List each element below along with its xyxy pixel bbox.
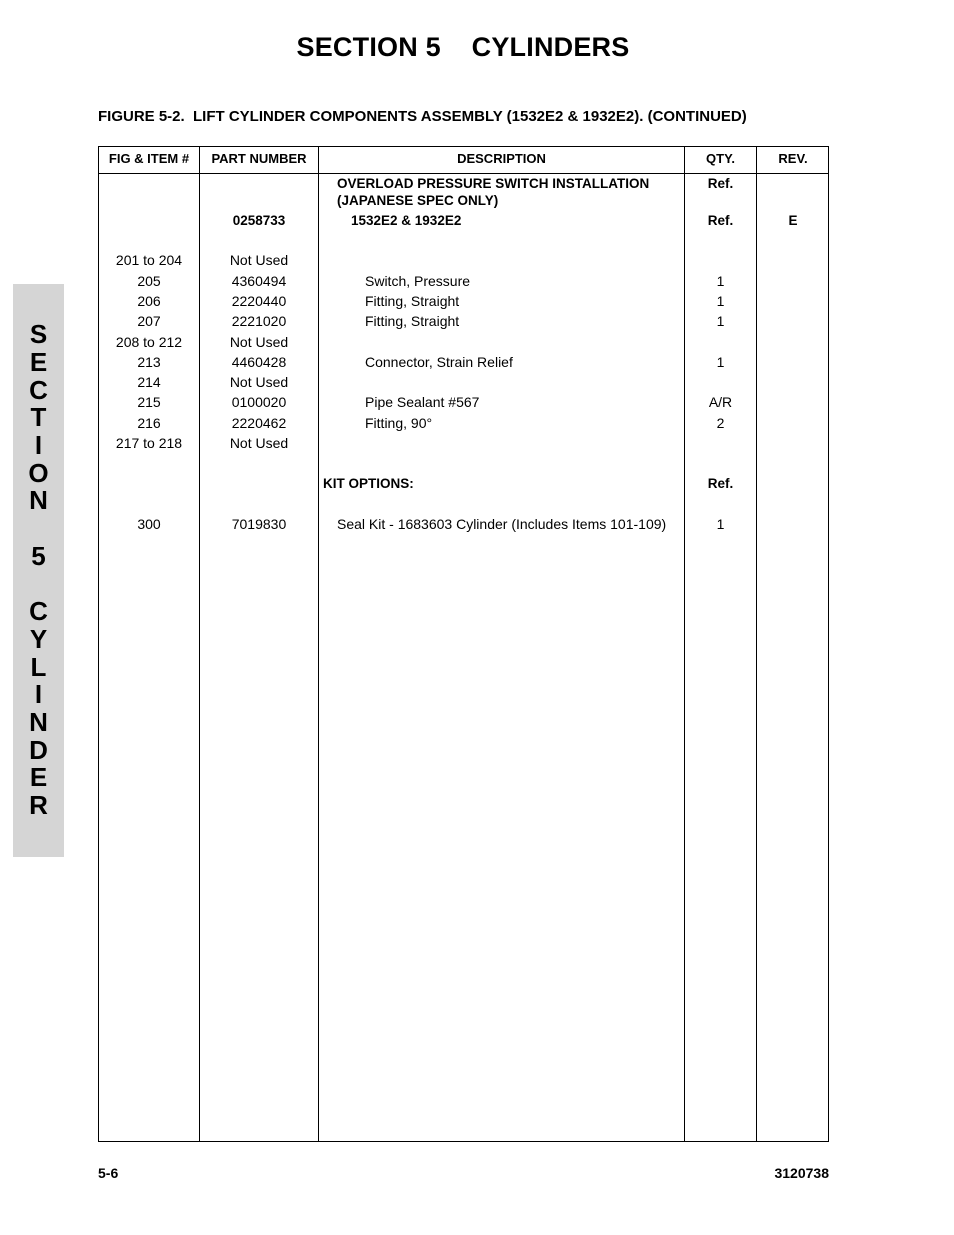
cell-fig-item: 213 (137, 354, 161, 370)
cell-part-number: Not Used (229, 435, 289, 451)
column-divider (756, 147, 757, 1141)
side-tab-letter: L (30, 651, 47, 682)
side-tab-letter: 5 (31, 540, 46, 571)
cell-fig-item: 216 (137, 415, 161, 431)
side-tab-letter: Y (29, 623, 48, 654)
cell-description: Fitting, 90° (365, 415, 433, 431)
cell-fig-item: 215 (137, 394, 161, 410)
side-tab-letter: E (29, 347, 48, 377)
cell-qty: A/R (708, 394, 733, 410)
cell-description: KIT OPTIONS: (323, 476, 414, 491)
cell-part-number: Not Used (229, 252, 289, 268)
side-tab-letter: S (29, 319, 48, 350)
cell-fig-item: 201 to 204 (115, 252, 183, 268)
cell-description: Connector, Strain Relief (365, 354, 513, 370)
cell-qty: 1 (716, 313, 725, 329)
cell-qty: Ref. (707, 476, 734, 491)
cell-description: Pipe Sealant #567 (365, 394, 480, 410)
figure-title: FIGURE 5-2. LIFT CYLINDER COMPONENTS ASSEMBLY (1532E2 & 1932E2). (CONTINUED) (98, 108, 747, 125)
cell-qty: 1 (716, 516, 725, 532)
side-tab-letter: I (34, 679, 43, 710)
cell-qty: 1 (716, 354, 725, 370)
cell-part-number: 7019830 (231, 516, 287, 532)
side-tab-letter: C (29, 596, 48, 627)
column-header-fig-item: FIG & ITEM # (108, 151, 190, 166)
cell-part-number: Not Used (229, 334, 289, 350)
cell-description-line2: (JAPANESE SPEC ONLY) (337, 193, 499, 208)
parts-table (98, 146, 829, 1142)
side-tab-letter: N (29, 706, 48, 737)
side-tab-letter (13, 571, 64, 599)
cell-qty: 1 (716, 293, 725, 309)
cell-part-number: Not Used (229, 374, 289, 390)
cell-rev: E (788, 213, 798, 228)
cell-fig-item: 214 (137, 374, 161, 390)
cell-fig-item: 300 (137, 516, 161, 532)
cell-description: Fitting, Straight (365, 293, 460, 309)
section-side-tab (13, 284, 64, 857)
header-divider (99, 173, 828, 174)
cell-fig-item: 206 (137, 293, 161, 309)
cell-part-number: 2220440 (231, 293, 287, 309)
cell-part-number: 0100020 (231, 394, 287, 410)
side-tab-letter: C (29, 374, 48, 405)
side-tab-letter: O (28, 457, 49, 488)
cell-fig-item: 207 (137, 313, 161, 329)
side-tab-letter: T (30, 402, 47, 433)
cell-qty: Ref. (707, 213, 734, 228)
cell-fig-item: 208 to 212 (115, 334, 183, 350)
cell-qty: 2 (716, 415, 725, 431)
column-header-rev: REV. (778, 151, 808, 166)
document-number: 3120738 (774, 1165, 829, 1181)
column-header-part-number: PART NUMBER (211, 151, 307, 166)
cell-description: Switch, Pressure (365, 273, 471, 289)
side-tab-letter: N (29, 485, 48, 516)
cell-description: Seal Kit - 1683603 Cylinder (Includes Items 101-109) (337, 516, 667, 532)
cell-part-number: 0258733 (232, 213, 286, 228)
column-header-qty: QTY. (706, 151, 735, 166)
side-tab-letter: E (29, 762, 48, 793)
side-tab-letter: R (29, 790, 48, 820)
cell-part-number: 2221020 (231, 313, 287, 329)
section-title: SECTION 5 CYLINDERS (296, 32, 630, 62)
side-tab-letter: D (29, 734, 48, 765)
page-number: 5-6 (98, 1165, 119, 1181)
side-tab-letter: I (34, 430, 43, 461)
cell-fig-item: 217 to 218 (115, 435, 183, 451)
column-header-description: DESCRIPTION (457, 151, 546, 166)
cell-qty: Ref. (707, 176, 734, 191)
cell-part-number: 4460428 (231, 354, 287, 370)
cell-description: OVERLOAD PRESSURE SWITCH INSTALLATION (337, 176, 650, 191)
cell-part-number: 4360494 (231, 273, 287, 289)
cell-description: 1532E2 & 1932E2 (351, 213, 462, 228)
cell-fig-item: 205 (137, 273, 161, 289)
side-tab-letter (13, 515, 64, 543)
cell-part-number: 2220462 (231, 415, 287, 431)
cell-qty: 1 (716, 273, 725, 289)
cell-description: Fitting, Straight (365, 313, 460, 329)
column-divider (318, 147, 319, 1141)
